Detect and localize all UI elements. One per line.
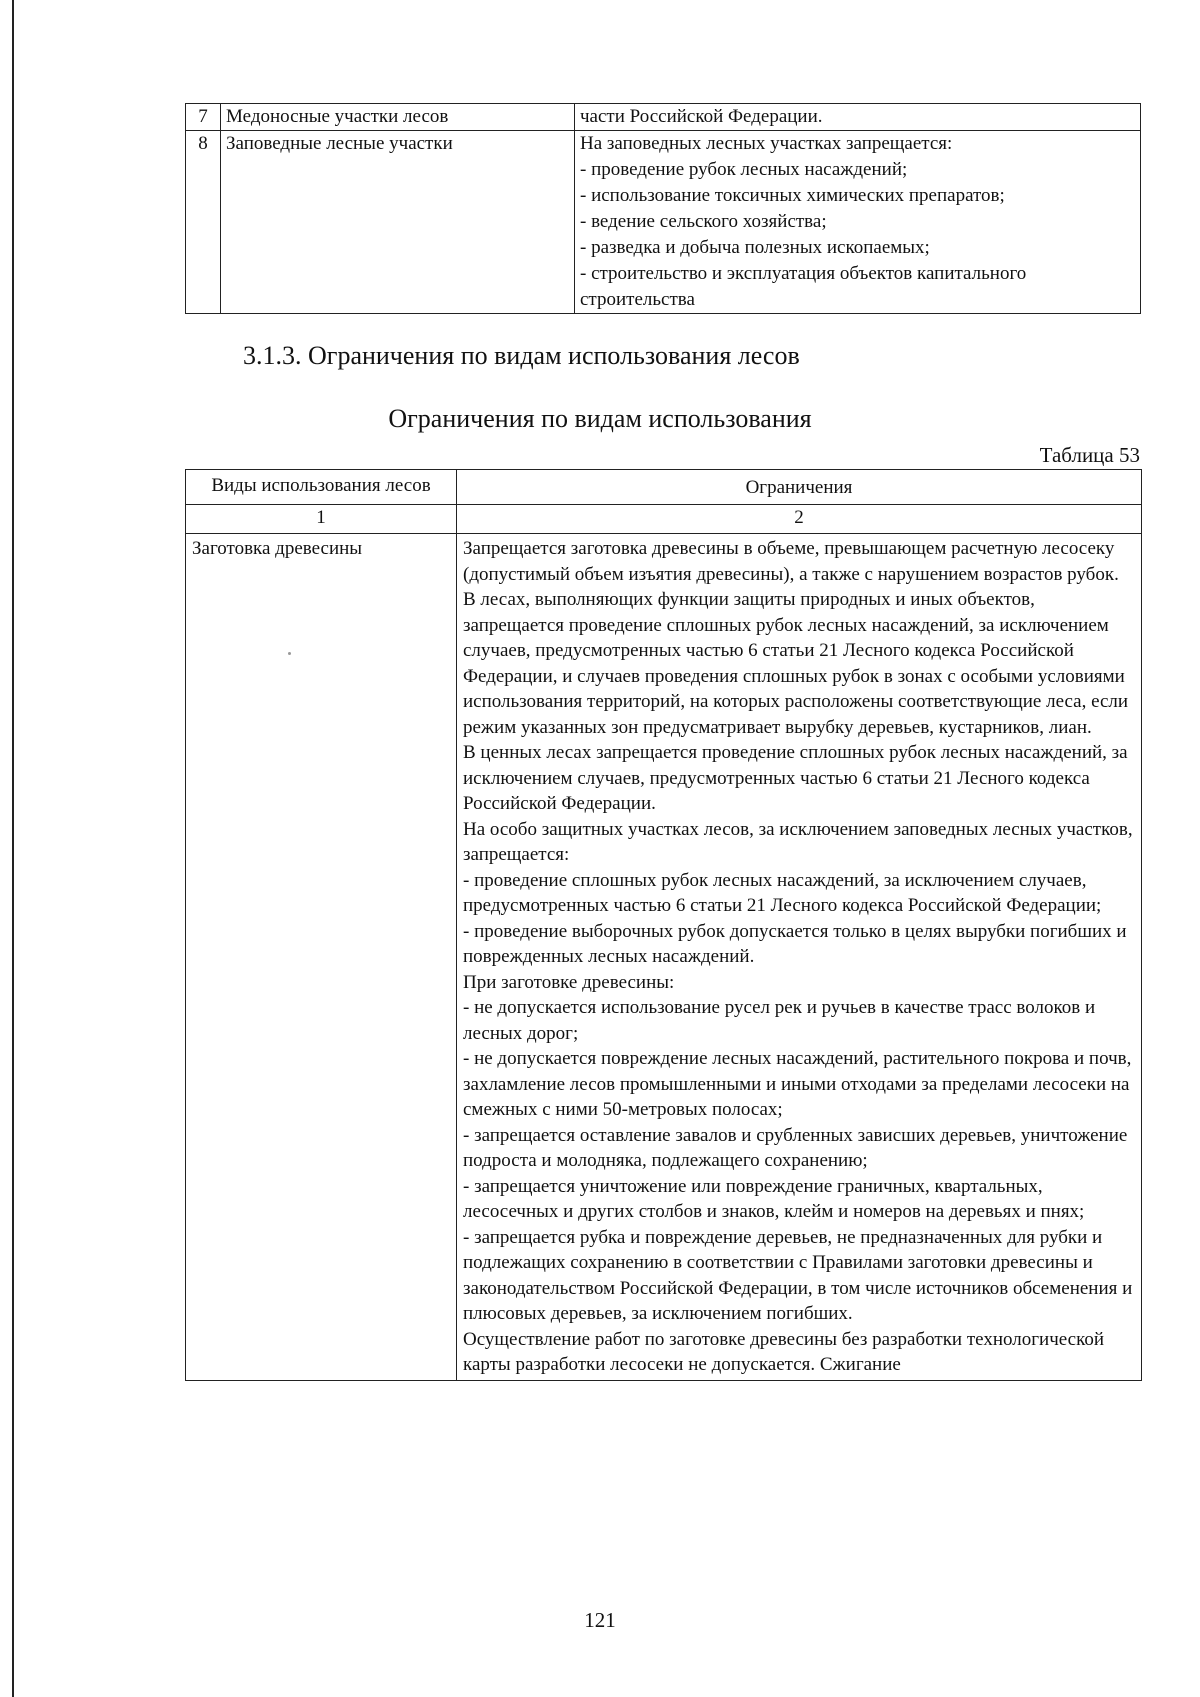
previous-table bbox=[185, 103, 1141, 314]
restriction-paragraph: - проведение сплошных рубок лесных насаждений, за исключением случаев, предусмотренных частью 6 статьи 21 Лесного кодекса Российской Федерации; bbox=[463, 869, 1102, 916]
category-description: части Российской Федерации. bbox=[575, 104, 1141, 131]
page-number: 121 bbox=[584, 1608, 616, 1632]
restrictions-table bbox=[185, 469, 1142, 1381]
text-line: На заповедных лесных участках запрещается: bbox=[580, 133, 953, 154]
restrictions-cell bbox=[457, 534, 1142, 1381]
forest-category: Заповедные лесные участки bbox=[221, 131, 575, 314]
restriction-paragraph: - проведение выборочных рубок допускается только в целях вырубки погибших и поврежденных лесных насаждений. bbox=[463, 920, 1127, 967]
table-header-row bbox=[186, 470, 1142, 505]
restriction-paragraph: - запрещается оставление завалов и срубленных зависших деревьев, уничтожение подроста и молодняка, подлежащего сохранению; bbox=[463, 1124, 1128, 1171]
text-line: - использование токсичных химических препаратов; bbox=[580, 185, 1005, 206]
table-caption: Ограничения по видам использования bbox=[388, 404, 812, 433]
forest-category: Медоносные участки лесов bbox=[221, 104, 575, 131]
category-description bbox=[575, 131, 1141, 314]
restriction-paragraph: Запрещается заготовка древесины в объеме, превышающем расчетную лесосеку (допустимый объем изъятия древесины), а также с нарушением возрастов рубок. bbox=[463, 538, 1119, 585]
column-header-restrictions: Ограничения bbox=[457, 470, 1142, 505]
restriction-paragraph: В лесах, выполняющих функции защиты природных и иных объектов, запрещается проведение сплошных рубок лесных насаждений, за исключением случаев, предусмотренных частью 6 статьи 21 Лесного кодекса Российской Федерации, и случаев проведения сплошных рубок в зонах с особыми условиями использования территорий, на которых расположены соответствующие леса, если режим указанных зон предусматривает вырубку деревьев, кустарников, лиан. bbox=[463, 589, 1129, 738]
section-heading: 3.1.3. Ограничения по видам использования лесов bbox=[243, 341, 800, 370]
scan-binding-edge bbox=[12, 0, 14, 1697]
restriction-paragraph: При заготовке древесины: bbox=[463, 971, 675, 993]
table-row bbox=[186, 534, 1142, 1381]
text-line: - строительство и эксплуатация объектов капитального строительства bbox=[580, 263, 1027, 310]
column-number: 2 bbox=[457, 505, 1142, 534]
table-row bbox=[186, 131, 1141, 314]
text-line: - разведка и добыча полезных ископаемых; bbox=[580, 237, 930, 258]
text-line: - проведение рубок лесных насаждений; bbox=[580, 159, 908, 180]
table-row bbox=[186, 104, 1141, 131]
restriction-paragraph: - запрещается рубка и повреждение деревьев, не предназначенных для рубки и подлежащих сохранению в соответствии с Правилами заготовки древесины и законодательством Российской Федерации, в том числе источников обсеменения и плюсовых деревьев, за исключением погибших. bbox=[463, 1226, 1133, 1324]
column-header-usage-type: Виды использования лесов bbox=[186, 470, 457, 505]
row-number: 8 bbox=[186, 131, 221, 314]
restriction-paragraph: - не допускается повреждение лесных насаждений, растительного покрова и почв, захламление лесов промышленными и иными отходами за пределами лесосеки на смежных с ними 50-метровых полосах; bbox=[463, 1048, 1132, 1120]
row-number: 7 bbox=[186, 104, 221, 131]
column-number: 1 bbox=[186, 505, 457, 534]
usage-type-cell: Заготовка древесины bbox=[186, 534, 457, 1381]
table-number: Таблица 53 bbox=[1039, 443, 1140, 467]
restriction-paragraph: В ценных лесах запрещается проведение сплошных рубок лесных насаждений, за исключением случаев, предусмотренных частью 6 статьи 21 Лесного кодекса Российской Федерации. bbox=[463, 742, 1128, 814]
restriction-paragraph: Осуществление работ по заготовке древесины без разработки технологической карты разработки лесосеки не допускается. Сжигание bbox=[463, 1328, 1105, 1375]
restriction-paragraph: На особо защитных участках лесов, за исключением заповедных лесных участков, запрещается: bbox=[463, 818, 1133, 865]
column-number-row bbox=[186, 505, 1142, 534]
restriction-paragraph: - не допускается использование русел рек и ручьев в качестве трасс волоков и лесных дорог; bbox=[463, 997, 1096, 1044]
restriction-paragraph: - запрещается уничтожение или повреждение граничных, квартальных, лесосечных и других столбов и знаков, клейм и номеров на деревьях и пнях; bbox=[463, 1175, 1085, 1222]
text-line: - ведение сельского хозяйства; bbox=[580, 211, 827, 232]
